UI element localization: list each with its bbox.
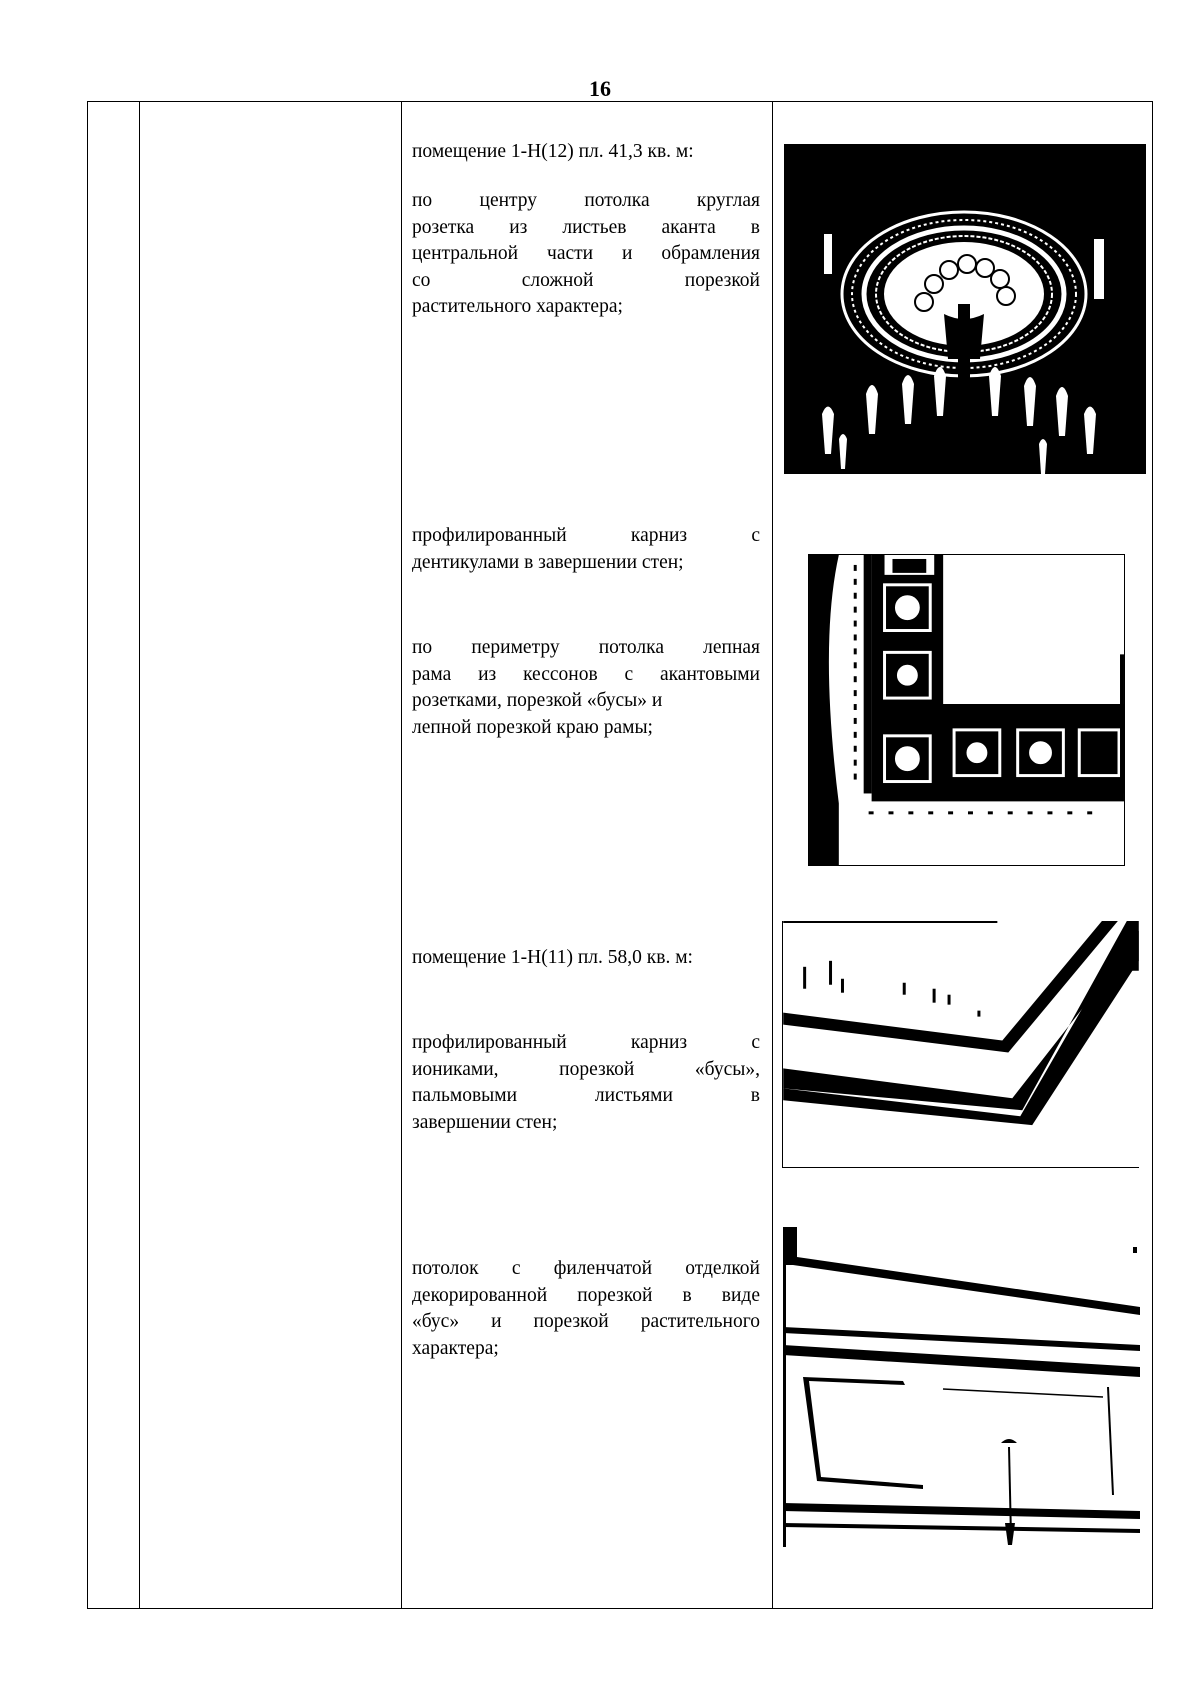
column-divider-2	[401, 102, 402, 1608]
description-coffer-frame: по периметру потолка лепная рама из кессонов с акантовыми розетками, порезкой «бусы» и лепной порезкой краю рамы;	[412, 637, 760, 738]
description-cornice-ionics: профилированный карниз с иониками, порезкой «бусы», пальмовыми листьями в завершении стен;	[412, 1032, 760, 1133]
description-panelled-ceiling: потолок с филенчатой отделкой декорированной порезкой в виде «бус» и порезкой растительного характера;	[412, 1258, 760, 1359]
photo-panelled-ceiling	[783, 1227, 1140, 1547]
column-divider-1	[139, 102, 140, 1608]
photo-cornice-ionics	[782, 921, 1139, 1168]
room-heading-1: помещение 1-Н(12) пл. 41,3 кв. м:	[412, 141, 694, 162]
photo-coffer-frame	[808, 554, 1125, 866]
description-cornice-denticles: профилированный карниз с дентикулами в завершении стен;	[412, 525, 760, 573]
page-number: 16	[589, 76, 611, 101]
photo-ceiling-rosette	[784, 144, 1146, 474]
column-divider-3	[772, 102, 773, 1608]
description-ceiling-rosette: по центру потолка круглая розетка из листьев аканта в центральной части и обрамления со сложной порезкой растительного характера;	[412, 190, 760, 317]
room-heading-2: помещение 1-Н(11) пл. 58,0 кв. м:	[412, 947, 693, 968]
